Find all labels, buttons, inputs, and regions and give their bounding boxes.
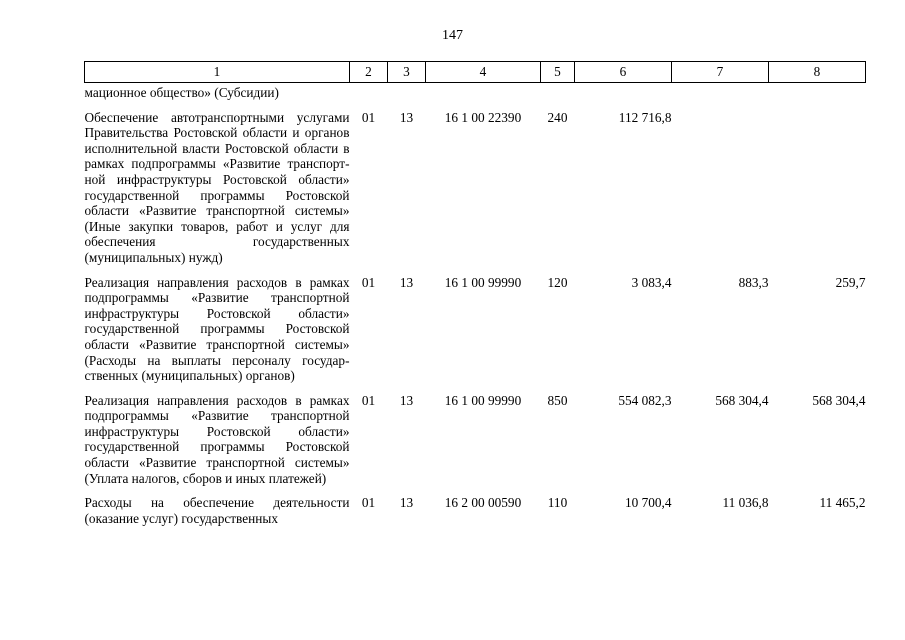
row-value-3: 11 465,2 [819,495,866,511]
row-value-2 [672,83,769,106]
table-row [85,271,866,389]
row-csr: 16 1 00 99990 [444,392,522,408]
row-csr: 16 2 00 00590 [444,495,522,511]
row-description: Обеспечение автотранспортными услугами Правительства Ростовской области и органов исполнительной власти Ростовской области в рамках подпрограммы «Развитие транспортной инфраструктуры Ростовской области» государственной программы Ростовской области «Развитие транспортной системы» (Иные закупки товаров, работ и услуг для обеспечения государственных (муниципальных) нужд) [84,109,350,265]
table-row [85,106,866,271]
header-col-4: 4 [426,62,541,83]
page-number: 147 [442,28,463,43]
row-vr: 850 [547,392,568,408]
budget-table [84,61,866,531]
row-value-1: 554 082,3 [618,392,672,408]
row-rz: 01 [361,392,376,408]
row-rz: 01 [361,109,376,125]
row-value-2: 883,3 [738,274,769,290]
row-value-2: 11 036,8 [722,495,769,511]
header-row [85,62,866,83]
row-vr: 120 [547,274,568,290]
row-value-1 [575,83,672,106]
header-col-1: 1 [85,62,350,83]
header-col-7: 7 [672,62,769,83]
row-csr: 16 1 00 22390 [444,109,522,125]
table-row [85,83,866,106]
row-csr [426,83,541,106]
table-row [85,389,866,492]
row-value-1: 112 716,8 [618,109,672,125]
row-value-3 [769,106,866,271]
row-vr: 240 [547,109,568,125]
row-rz: 01 [361,495,376,511]
header-col-3: 3 [388,62,426,83]
row-description: мационное общество» (Субсидии) [84,85,279,100]
row-description: Расходы на обеспечение деятельности (оказание услуг) государственных [84,495,350,526]
row-pr: 13 [399,392,414,408]
table-row [85,491,866,531]
row-rz [350,83,388,106]
row-vr: 110 [547,495,568,511]
row-description: Реализация направления расходов в рамках подпрограммы «Развитие транспортной инфраструктуры Ростовской области» государственной программы Ростовской области «Развитие транспортной системы» (Уплата налогов, сборов и иных платежей) [84,392,350,486]
row-value-1: 10 700,4 [624,495,672,511]
row-value-3 [769,83,866,106]
row-pr: 13 [399,495,414,511]
row-value-2: 568 304,4 [715,392,769,408]
row-value-2 [672,106,769,271]
row-value-3: 568 304,4 [812,392,866,408]
header-col-5: 5 [541,62,575,83]
header-col-6: 6 [575,62,672,83]
row-value-1: 3 083,4 [631,274,672,290]
row-pr: 13 [399,109,414,125]
row-description: Реализация направления расходов в рамках подпрограммы «Развитие транспортной инфраструктуры Ростовской области» государственной программы Ростовской области «Развитие транспортной системы» (Расходы на выплаты персоналу государственных (муниципальных) органов) [84,274,350,384]
row-value-3: 259,7 [835,274,866,290]
header-col-2: 2 [350,62,388,83]
row-pr [388,83,426,106]
row-pr: 13 [399,274,414,290]
row-csr: 16 1 00 99990 [444,274,522,290]
header-col-8: 8 [769,62,866,83]
row-vr [541,83,575,106]
row-rz: 01 [361,274,376,290]
